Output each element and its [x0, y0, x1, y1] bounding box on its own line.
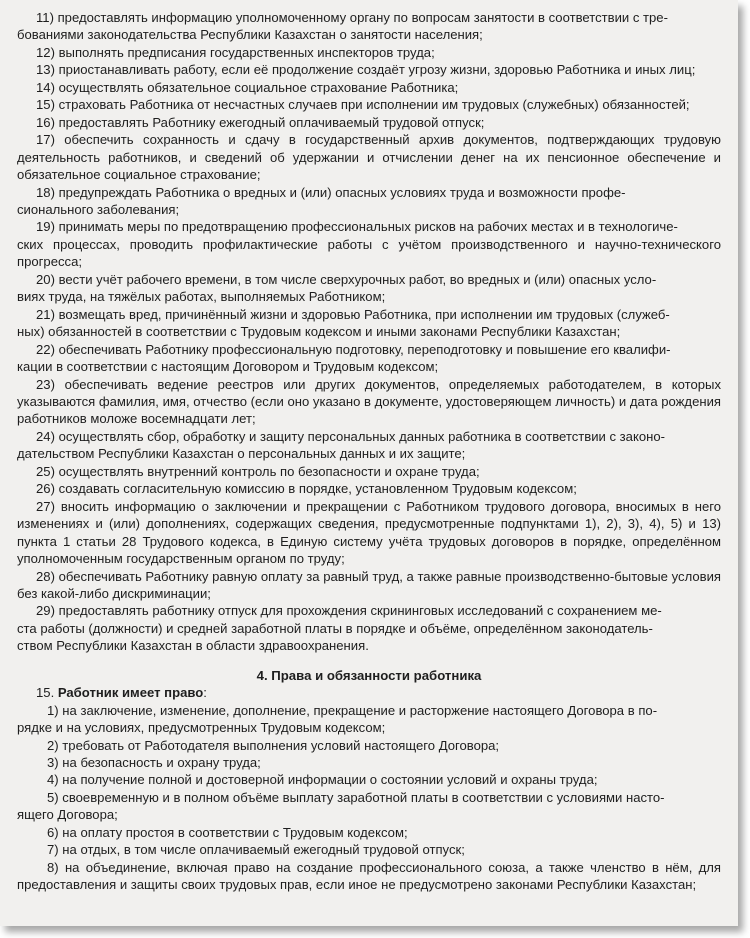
list-item-continuation: ных) обязанностей в соответствии с Трудовым кодексом и иными законами Республики Казахстан; [17, 324, 621, 340]
list-item-continuation: ских процессах, проводить профилактические работы с учётом производственного и научно-технического прогресса; [17, 236, 721, 270]
list-item: 25) осуществлять внутренний контроль по безопасности и охране труда; [36, 463, 480, 479]
list-item-continuation: ста работы (должности) и средней заработной платы в порядке и объёме, определённом законодатель- [17, 620, 653, 636]
list-item: 29) предоставлять работнику отпуск для прохождения скрининговых исследований с сохранением ме- [36, 603, 662, 619]
list-item-continuation: дательством Республики Казахстан о персональных данных и их защите; [17, 446, 466, 462]
list-item: 13) приостанавливать работу, если её продолжение создаёт угрозу жизни, здоровью Работника и иных лиц; [36, 62, 696, 78]
list-item: 8) на объединение, включая право на создание профессионального союза, а также членство в нём, для предоставления и защиты своих трудовых прав, если иное не предусмотрено законами Республики Казахстан; [17, 859, 722, 893]
list-item: 23) обеспечивать ведение реестров или других документов, определяемых работодателем, в которых указываются фамилия, имя, отчество (если оно указано в документе, удостоверяющем личность) и дата рождения работников моложе восемнадцати лет; [17, 376, 721, 427]
list-item-continuation: рядке и на условиях, предусмотренных Трудовым кодексом; [17, 720, 386, 736]
list-item-continuation: ящего Договора; [17, 807, 118, 823]
list-item: 24) осуществлять сбор, обработку и защиту персональных данных работника в соответствии с законо- [36, 428, 665, 444]
list-item: 26) создавать согласительную комиссию в порядке, установленном Трудовым кодексом; [36, 481, 577, 497]
list-item: 12) выполнять предписания государственных инспекторов труда; [36, 44, 435, 60]
list-item: 1) на заключение, изменение, дополнение, прекращение и расторжение настоящего Договора в по- [47, 702, 658, 718]
list-item: 6) на оплату простоя в соответствии с Трудовым кодексом; [47, 824, 408, 840]
list-item: 22) обеспечивать Работнику профессиональную подготовку, переподготовку и повышение его квалифи- [36, 341, 671, 357]
list-item: 5) своевременную и в полном объёме выплату заработной платы в соответствии с условиями насто- [47, 789, 665, 805]
list-item: 18) предупреждать Работника о вредных и (или) опасных условиях труда и возможности профе- [36, 184, 626, 200]
list-item-continuation: ством Республики Казахстан в области здравоохранения. [17, 638, 369, 654]
list-item: 27) вносить информацию о заключении и прекращении с Работником трудового договора, вносимых в него изменениях и (или) дополнениях, содержащих сведения, предусмотренные подпунктами 1), 2), 3), 4), 5) и 13) пункта 1 статьи 28 Трудового кодекса, в Единую систему учёта трудовых договоров в порядке, определённом уполномоченным государственным органом по труду; [17, 498, 722, 567]
list-item-continuation: кации в соответствии с настоящим Договором и Трудовым кодексом; [17, 359, 439, 375]
list-item: 15) страховать Работника от несчастных случаев при исполнении им трудовых (служебных) обязанностей; [36, 97, 690, 113]
list-item: 3) на безопасность и охрану труда; [47, 755, 261, 771]
document-body [17, 9, 721, 894]
list-item-continuation: виях труда, на тяжёлых работах, выполняемых Работником; [17, 289, 386, 305]
list-item: 21) возмещать вред, причинённый жизни и здоровью Работника, при исполнении им трудовых (служеб- [36, 306, 670, 322]
list-item: 19) принимать меры по предотвращению профессиональных рисков на рабочих местах и в технологиче- [36, 219, 678, 235]
clause-title: 15. Работник имеет право: [36, 685, 207, 701]
list-item: 2) требовать от Работодателя выполнения условий настоящего Договора; [47, 737, 500, 753]
list-item: 20) вести учёт рабочего времени, в том числе сверхурочных работ, во вредных и (или) опасных усло- [36, 271, 657, 287]
section-heading: 4. Права и обязанности работника [256, 667, 482, 683]
list-item: 14) осуществлять обязательное социальное страхование Работника; [36, 79, 459, 95]
list-item-continuation: бованиями законодательства Республики Казахстан о занятости населения; [17, 27, 483, 43]
list-item: 28) обеспечивать Работнику равную оплату за равный труд, а также равные производственно-бытовые условия без какой-либо дискриминации; [17, 568, 722, 601]
list-item: 16) предоставлять Работнику ежегодный оплачиваемый трудовой отпуск; [36, 114, 485, 130]
list-item-continuation: сионального заболевания; [17, 201, 180, 217]
list-item: 17) обеспечить сохранность и сдачу в государственный архив документов, подтверждающих трудовую деятельность работников, и сведений об удержании и отчислении денег на их пенсионное обеспечение и обязательное социальное страхование; [17, 132, 721, 183]
list-item: 11) предоставлять информацию уполномоченному органу по вопросам занятости в соответствии с тре- [36, 10, 668, 25]
list-item: 7) на отдых, в том числе оплачиваемый ежегодный трудовой отпуск; [47, 842, 465, 858]
list-item: 4) на получение полной и достоверной информации о состоянии условий и охраны труда; [47, 772, 598, 788]
